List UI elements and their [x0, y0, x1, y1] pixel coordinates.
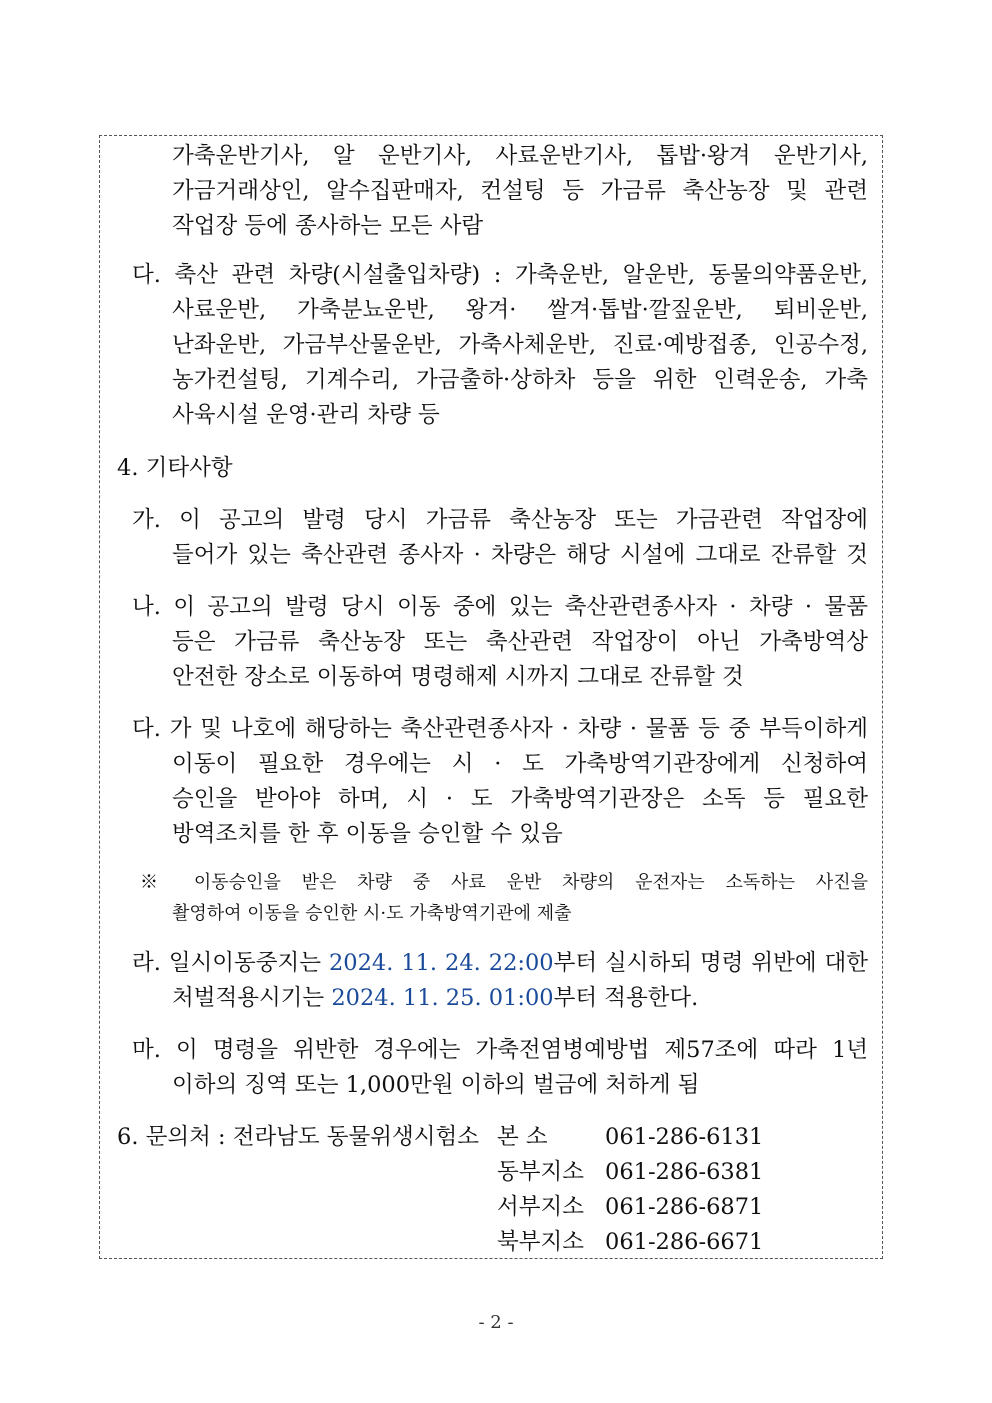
contact-office: 본 소: [497, 1124, 548, 1150]
item-ra-text: 라. 일시이동중지는: [132, 950, 329, 976]
text-line: 들어가 있는 축산관련 종사자 · 차량은 해당 시설에 그대로 잔류할 것: [172, 542, 868, 568]
item-ga: 가. 이 공고의 발령 당시 가금류 축산농장 또는 가금관련 작업장에: [132, 507, 868, 533]
contact-office: 북부지소: [497, 1229, 584, 1255]
text-line: 사육시설 운영·관리 차량 등: [172, 402, 440, 428]
contact-phone: 061-286-6381: [605, 1159, 764, 1185]
item-ra-text: 처벌적용시기는: [172, 985, 332, 1011]
text-line: 승인을 받아야 하며, 시 · 도 가축방역기관장은 소독 등 필요한: [172, 786, 868, 812]
contact-office: 동부지소: [497, 1159, 584, 1185]
contact-phone: 061-286-6131: [605, 1124, 764, 1150]
item-ma: 마. 이 명령을 위반한 경우에는 가축전염병예방법 제57조에 따라 1년: [132, 1037, 868, 1063]
contact-office: 서부지소: [497, 1194, 584, 1220]
text-line: 난좌운반, 가금부산물운반, 가축사체운반, 진료·예방접종, 인공수정,: [172, 332, 868, 358]
item-ra-text: 부터 적용한다.: [553, 985, 699, 1011]
text-line: 사료운반, 가축분뇨운반, 왕겨· 쌀겨·톱밥·깔짚운반, 퇴비운반,: [172, 297, 868, 323]
section-heading: 4. 기타사항: [117, 455, 233, 481]
text-line: 작업장 등에 종사하는 모든 사람: [172, 213, 484, 239]
start-datetime: 2024. 11. 24. 22:00: [328, 950, 554, 976]
item-da: 다. 가 및 나호에 해당하는 축산관련종사자 · 차량 · 물품 등 중 부득이하게: [132, 716, 868, 742]
item-na: 나. 이 공고의 발령 당시 이동 중에 있는 축산관련종사자 · 차량 · 물품: [132, 594, 868, 620]
text-line: 가금거래상인, 알수집판매자, 컨설팅 등 가금류 축산농장 및 관련: [172, 178, 868, 204]
text-line: 이하의 징역 또는 1,000만원 이하의 벌금에 처하게 됨: [172, 1072, 700, 1098]
contact-phone: 061-286-6871: [605, 1194, 764, 1220]
item-ra: [132, 946, 868, 980]
text-line: 방역조치를 한 후 이동을 승인할 수 있음: [172, 821, 563, 847]
text-line: 가축운반기사, 알 운반기사, 사료운반기사, 톱밥·왕겨 운반기사,: [172, 143, 868, 169]
item-da-vehicles: 다. 축산 관련 차량(시설출입차량) : 가축운반, 알운반, 동물의약품운반,: [132, 262, 868, 288]
text-line: [172, 981, 698, 1015]
note-line: 촬영하여 이동을 승인한 시·도 가축방역기관에 제출: [172, 903, 572, 924]
contact-label: 6. 문의처 : 전라남도 동물위생시험소: [117, 1124, 479, 1150]
text-line: 농가컨설팅, 기계수리, 가금출하·상하차 등을 위한 인력운송, 가축: [172, 367, 868, 393]
page-number: - 2 -: [478, 1312, 514, 1333]
item-ra-text: 부터 실시하되 명령 위반에 대한: [553, 950, 868, 976]
text-line: 이동이 필요한 경우에는 시 · 도 가축방역기관장에게 신청하여: [172, 751, 868, 777]
penalty-datetime: 2024. 11. 25. 01:00: [331, 985, 554, 1011]
note: ※ 이동승인을 받은 차량 중 사료 운반 차량의 운전자는 소독하는 사진을: [140, 872, 868, 893]
text-line: 등은 가금류 축산농장 또는 축산관련 작업장이 아닌 가축방역상: [172, 629, 868, 655]
text-line: 안전한 장소로 이동하여 명령해제 시까지 그대로 잔류할 것: [172, 664, 744, 690]
contact-phone: 061-286-6671: [605, 1229, 764, 1255]
